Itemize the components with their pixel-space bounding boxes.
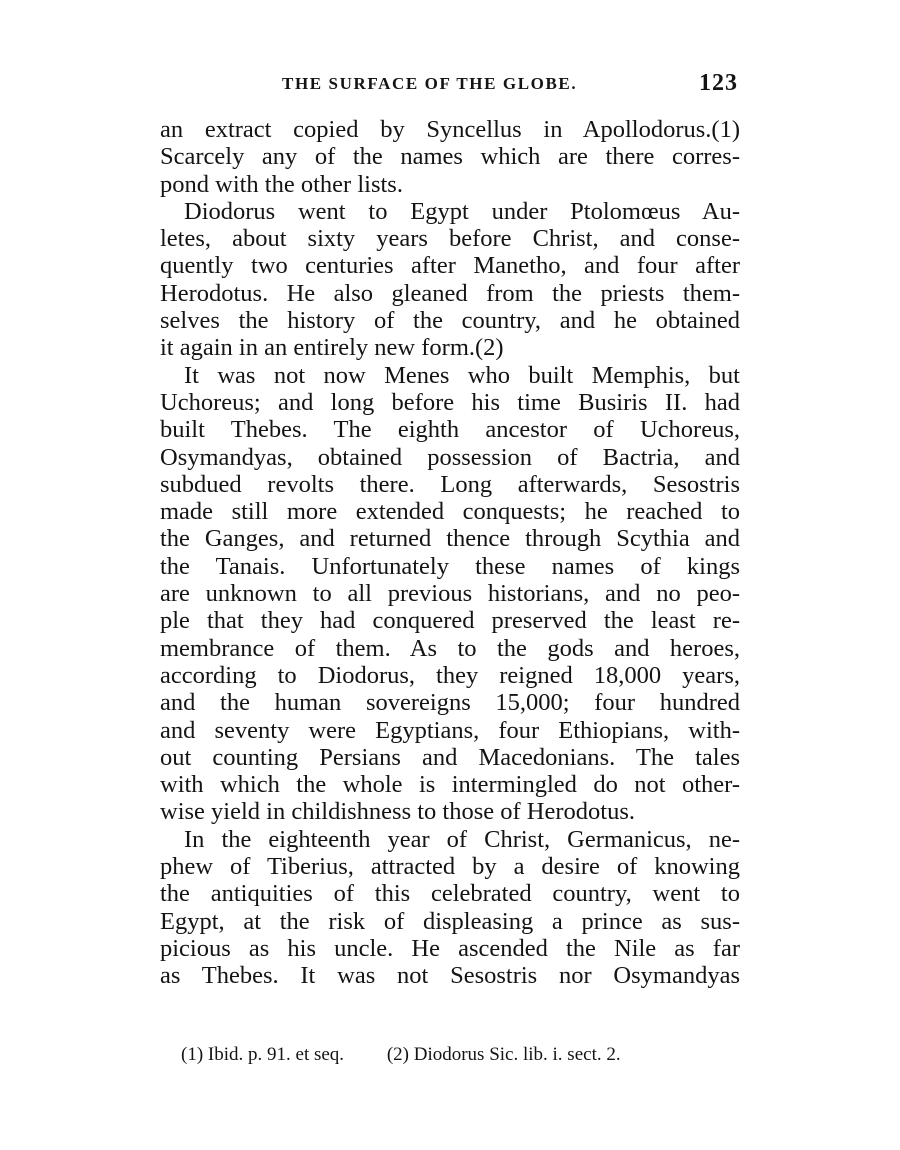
text-line: phew of Tiberius, attracted by a desire of knowing — [160, 853, 740, 881]
text-line: Scarcely any of the names which are there corres- — [160, 143, 740, 171]
text-line: the antiquities of this celebrated country, went to — [160, 880, 740, 908]
text-line: letes, about sixty years before Christ, and conse- — [160, 225, 740, 253]
text-line: with which the whole is intermingled do not other- — [160, 771, 740, 799]
text-line: the Tanais. Unfortunately these names of kings — [160, 552, 740, 580]
text-line: Diodorus went to Egypt under Ptolomœus Au- — [184, 197, 740, 225]
text-line: an extract copied by Syncellus in Apollodorus.(1) — [160, 116, 740, 143]
text-line: quently two centuries after Manetho, and four after — [160, 252, 740, 280]
footnotes — [181, 1044, 741, 1066]
text-line: Herodotus. He also gleaned from the priests them- — [160, 279, 740, 307]
body-text — [160, 116, 740, 990]
page-number: 123 — [699, 70, 738, 96]
text-line: Egypt, at the risk of displeasing a prince as sus- — [160, 907, 740, 935]
text-line: ple that they had conquered preserved the least re- — [160, 607, 740, 635]
text-line: made still more extended conquests; he reached to — [160, 498, 740, 526]
text-line: Uchoreus; and long before his time Busiris II. had — [160, 388, 740, 416]
text-line: pond with the other lists. — [160, 170, 403, 198]
text-line: as Thebes. It was not Sesostris nor Osymandyas — [160, 962, 740, 990]
text-line: it again in an entirely new form.(2) — [160, 334, 504, 362]
running-title: THE SURFACE OF THE GLOBE. — [282, 74, 578, 93]
running-header — [160, 72, 740, 102]
text-line: In the eighteenth year of Christ, Germanicus, ne- — [184, 825, 740, 853]
text-line: built Thebes. The eighth ancestor of Uchoreus, — [160, 416, 740, 444]
text-line: and the human sovereigns 15,000; four hundred — [160, 689, 740, 717]
text-line: are unknown to all previous historians, and no peo- — [160, 580, 740, 608]
text-line: according to Diodorus, they reigned 18,000 years, — [160, 661, 740, 689]
text-line: the Ganges, and returned thence through Scythia and — [160, 525, 740, 553]
text-line: out counting Persians and Macedonians. The tales — [160, 743, 740, 771]
text-line: membrance of them. As to the gods and heroes, — [160, 634, 740, 662]
text-line: wise yield in childishness to those of Herodotus. — [160, 798, 635, 826]
footnote-1: (1) Ibid. p. 91. et seq. — [181, 1044, 345, 1065]
text-line: Osymandyas, obtained possession of Bactria, and — [160, 443, 740, 471]
text-line: subdued revolts there. Long afterwards, Sesostris — [160, 470, 740, 498]
text-line: and seventy were Egyptians, four Ethiopians, with- — [160, 716, 740, 744]
footnote-2: (2) Diodorus Sic. lib. i. sect. 2. — [386, 1044, 621, 1065]
text-line: selves the history of the country, and he obtained — [160, 307, 740, 335]
text-line: It was not now Menes who built Memphis, but — [184, 361, 740, 389]
text-line: picious as his uncle. He ascended the Nile as far — [160, 934, 740, 962]
